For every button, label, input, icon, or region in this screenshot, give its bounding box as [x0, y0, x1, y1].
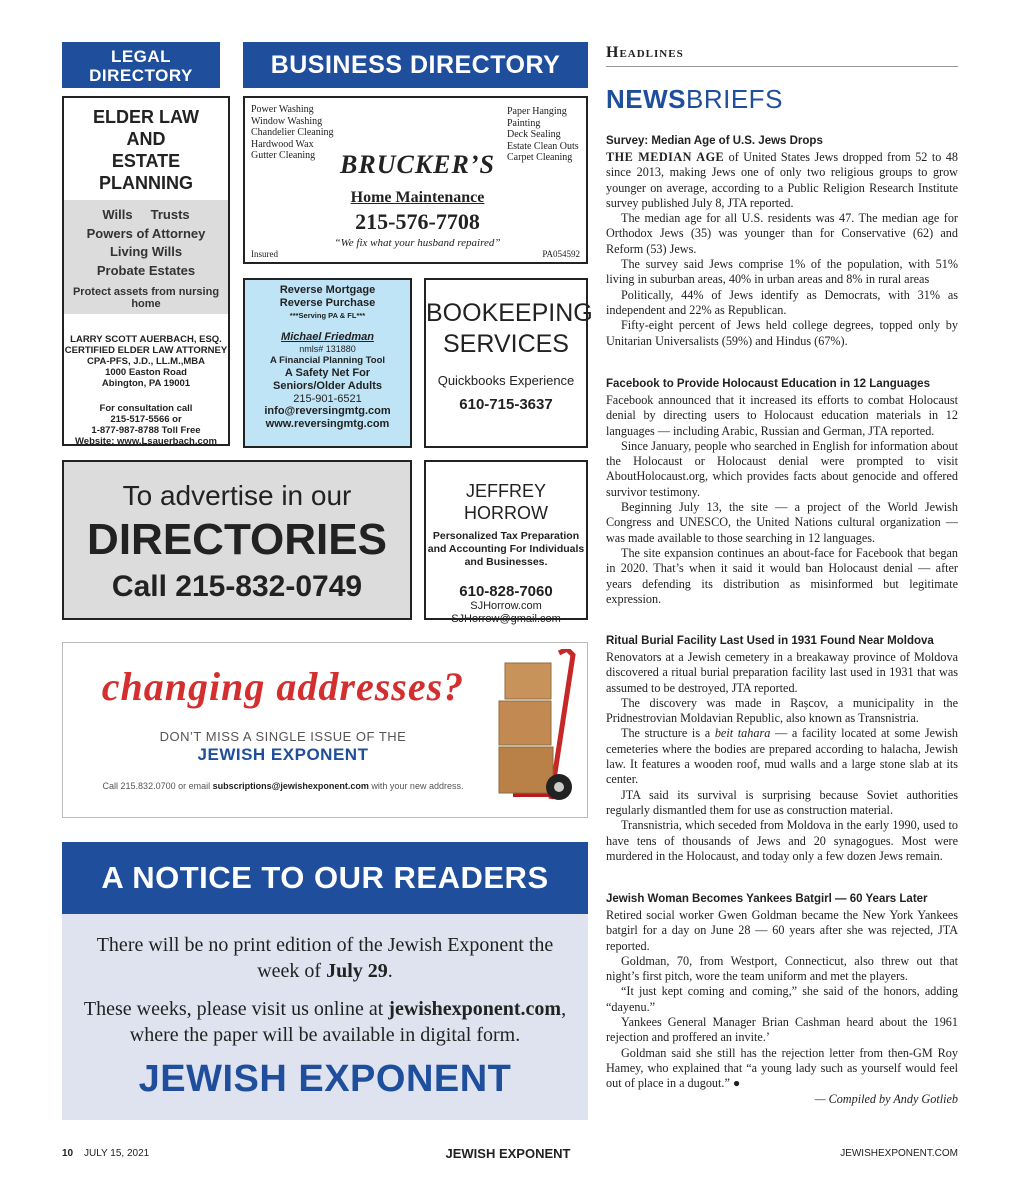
book-line-1: BOOKEEPING: [426, 299, 593, 327]
rev-email[interactable]: info@reversingmtg.com: [264, 405, 391, 417]
bruckers-ad[interactable]: [243, 96, 588, 264]
elder-contact-line: 1-877-987-8788 Toll Free: [91, 425, 201, 436]
brucker-phone: 215-576-7708: [355, 209, 480, 234]
brucker-service: Window Washing: [251, 115, 323, 127]
elder-attorney-line: 1000 Easton Road: [105, 367, 187, 378]
brucker-service: Chandelier Cleaning: [251, 127, 334, 138]
changing-addresses-ad[interactable]: [62, 642, 588, 818]
brucker-service: Carpet Cleaning: [507, 152, 573, 163]
section-header: Headlines: [606, 44, 958, 67]
newsbriefs-title: NEWSBRIEFS: [606, 84, 783, 114]
rev-title-1: Reverse Mortgage: [279, 284, 376, 296]
advertise-ad[interactable]: [62, 460, 412, 620]
story-median-age: Survey: Median Age of U.S. Jews Drops THE MEDIAN AGE of United States Jews dropped from 52 to 48 since 2013, making Jews one of only two religious groups to grow younger on average, according to a Public Religion Research Institute survey published July 8, JTA reported. The median age for all U.S. residents was 47. The median age for Orthodox Jews (35) was younger than for Conservative (62) and Reform (53) Jews. The survey said Jews comprise 1% of the population, with 51% living in suburban areas, 40% in urban areas and 8% in rural areas Politically, 44% of Jews identify as Democrats, with 31% as independent and 22% as Republican. Fifty-eight percent of Jews held college degrees, topped only by Unitarian Universalists (59%) and Hindus (67%).: [606, 135, 958, 348]
changing-headline: changing addresses?: [101, 664, 465, 709]
elder-law-ad[interactable]: [62, 96, 230, 446]
footer-url[interactable]: JEWISHEXPONENT.COM: [840, 1148, 958, 1159]
notice-title: A NOTICE TO OUR READERS: [62, 842, 588, 914]
rev-safety-2: Seniors/Older Adults: [272, 380, 382, 392]
rev-phone: 215-901-6521: [293, 393, 362, 405]
reverse-mortgage-ad[interactable]: [243, 278, 412, 448]
rev-web[interactable]: www.reversingmtg.com: [265, 418, 390, 430]
changing-paper: JEWISH EXPONENT: [197, 745, 369, 764]
elder-service: Living Wills: [109, 244, 183, 259]
elder-contact-line: For consultation call: [99, 403, 193, 414]
book-phone: 610-715-3637: [459, 396, 553, 413]
notice-site-link[interactable]: jewishexponent.com: [388, 998, 562, 1020]
notice-to-readers: [62, 842, 588, 1120]
issue-date: JULY 15, 2021: [84, 1148, 150, 1159]
page-number: 10: [62, 1148, 74, 1159]
rev-serving: ***Serving PA & FL***: [289, 311, 366, 320]
brucker-service: Gutter Cleaning: [251, 150, 316, 161]
brucker-service: Paper Hanging: [507, 106, 567, 117]
story-title: Facebook to Provide Holocaust Education in 12 Languages: [606, 378, 930, 390]
horrow-sub: and Accounting For Individuals: [427, 543, 585, 555]
horrow-ad[interactable]: [424, 460, 588, 625]
elder-attorney-line: CERTIFIED ELDER LAW ATTORNEY: [64, 345, 228, 356]
advertise-line-3: Call 215-832-0749: [111, 570, 363, 603]
story-title: Jewish Woman Becomes Yankees Batgirl — 60 Years Later: [606, 893, 928, 905]
book-line-2: SERVICES: [443, 330, 569, 358]
brucker-tagline: Home Maintenance: [350, 189, 485, 206]
elder-title-2: AND: [126, 129, 166, 149]
elder-title-1: ELDER LAW: [93, 107, 199, 127]
story-ritual-burial: Ritual Burial Facility Last Used in 1931 Found Near Moldova Renovators at a Jewish cemetery in a breakaway province of Moldova discovered a ritual burial preparation facility last used in 1931 that was assumed to be destroyed, JTA reported. The discovery was made in Rașcov, a municipality in the Pridnestrovian Moldavian Republic, also known as Transnistria. The structure is a beit tahara — a facility located at some Jewish cemeteries where the bodies are prepared according to halacha, Jewish law. It features a wooden roof, mud walls and a large stone slab at its center. JTA said its survival is surprising because Soviet authorities regularly dismantled them for use as construction material. Transnistria, which seceded from Moldova in the early 1990, used to have tens of thousands of Jews and 20 synagogues. Most were murdered in the Holocaust, and today only a few dozen Jews remain.: [606, 635, 959, 863]
elder-service: Probate Estates: [96, 262, 196, 278]
changing-call: Call 215.832.0700 or email subscriptions@jewishexponent.com with your new address.: [102, 781, 464, 791]
horrow-name: JEFFREY HORROW: [464, 481, 548, 523]
story-title: Survey: Median Age of U.S. Jews Drops: [606, 135, 823, 147]
story-signature: — Compiled by Andy Gotlieb: [814, 1091, 958, 1106]
brucker-license: PA054592: [542, 249, 580, 259]
brucker-insured: Insured: [251, 249, 278, 259]
hand-truck-boxes-icon: [493, 649, 583, 813]
changing-dont-miss: DON’T MISS A SINGLE ISSUE OF THE: [159, 729, 407, 744]
bookkeeping-ad[interactable]: [424, 278, 593, 448]
rev-tool: A Financial Planning Tool: [269, 355, 386, 366]
business-directory-header: BUSINESS DIRECTORY: [243, 42, 588, 88]
horrow-sub: and Businesses.: [464, 556, 548, 568]
brucker-service: Painting: [507, 117, 541, 129]
subscriptions-email[interactable]: subscriptions@jewishexponent.com: [212, 781, 369, 791]
brucker-service: Hardwood Wax: [251, 138, 314, 150]
brucker-quote: “We fix what your husband repaired”: [334, 237, 501, 249]
notice-para-1: There will be no print edition of the Jewish Exponent the week of July 29.: [96, 934, 554, 982]
legal-directory-label-2: DIRECTORY: [89, 66, 193, 85]
rev-title-2: Reverse Purchase: [279, 297, 376, 309]
horrow-phone: 610-828-7060: [459, 583, 553, 600]
horrow-email[interactable]: SJHorrow@gmail.com: [451, 613, 561, 625]
legal-directory-header: [62, 42, 220, 88]
brucker-service: Power Washing: [251, 104, 314, 115]
notice-para-2: These weeks, please visit us online at jewishexponent.com, where the paper will be available in digital form.: [83, 998, 567, 1046]
advertise-line-2: DIRECTORIES: [87, 515, 387, 564]
notice-brand: JEWISH EXPONENT: [138, 1058, 512, 1100]
brucker-name: BRUCKER’S: [340, 150, 495, 179]
horrow-site[interactable]: SJHorrow.com: [470, 600, 542, 612]
elder-website[interactable]: Website: www.Lsauerbach.com: [74, 436, 217, 447]
book-exp: Quickbooks Experience: [437, 373, 575, 388]
story-yankees-batgirl: Jewish Woman Becomes Yankees Batgirl — 60 Years Later Retired social worker Gwen Goldman became the New York Yankees batgirl for a day on June 28 — 60 years after she was rejected, JTA reported. Goldman, 70, from Westport, Connecticut, also threw out that night’s first pitch, wore the team uniform and met the players. “It just kept coming and coming,” she said of the honors, adding “dayenu.” Yankees General Manager Brian Cashman heard about the 1961 rejection and proffered an invite.’ Goldman said she still has the rejection letter from then-GM Roy Hamey, who explained that “a young lady such as yourself would feel out of place in a dugout.” ● — Compiled by Andy Gotlieb: [606, 893, 958, 1106]
elder-attorney-line: CPA-PFS, J.D., LL.M.,MBA: [86, 356, 206, 367]
elder-service: Powers of Attorney: [86, 225, 206, 241]
legal-directory-label-1: LEGAL: [110, 47, 172, 66]
elder-attorney-line: LARRY SCOTT AUERBACH, ESQ.: [70, 334, 222, 345]
advertise-line-1: To advertise in our: [122, 480, 352, 511]
elder-attorney-line: Abington, PA 19001: [101, 378, 191, 389]
rev-nmls: nmls# 131880: [299, 344, 356, 354]
elder-service: Wills Trusts: [102, 207, 190, 222]
story-title: Ritual Burial Facility Last Used in 1931 Found Near Moldova: [606, 635, 934, 647]
elder-protect: Protect assets from nursing home: [72, 286, 220, 310]
rev-safety-1: A Safety Net For: [284, 367, 371, 379]
horrow-sub: Personalized Tax Preparation: [432, 530, 580, 542]
rev-agent: Michael Friedman: [281, 331, 374, 343]
elder-contact-line: 215-517-5566 or: [110, 414, 182, 425]
elder-title-3: ESTATE PLANNING: [99, 151, 193, 193]
brucker-service: Estate Clean Outs: [507, 140, 579, 152]
story-facebook-holocaust: Facebook to Provide Holocaust Education in 12 Languages Facebook announced that it increased its efforts to combat Holocaust denial by directing users to Holocaust education materials in 12 languages — including Arabic, Russian and German, JTA reported. Since January, people who searched in English for information about the Holocaust or Holocaust denial were prompted to visit AboutHolocaust.org, which provides facts about genocide and offered survivor testimony. Beginning July 13, the site — a project of the World Jewish Congress and UNESCO, the United Nations cultural organization — was made available to those searching in 12 languages. The site expansion continues an about-face for Facebook that began in 2020. That’s when it said it would ban Holocaust denial — after years defending its distribution as misinformed but legitimate expression.: [606, 378, 958, 606]
brucker-service: Deck Sealing: [507, 129, 561, 140]
footer-paper: JEWISH EXPONENT: [445, 1146, 571, 1161]
